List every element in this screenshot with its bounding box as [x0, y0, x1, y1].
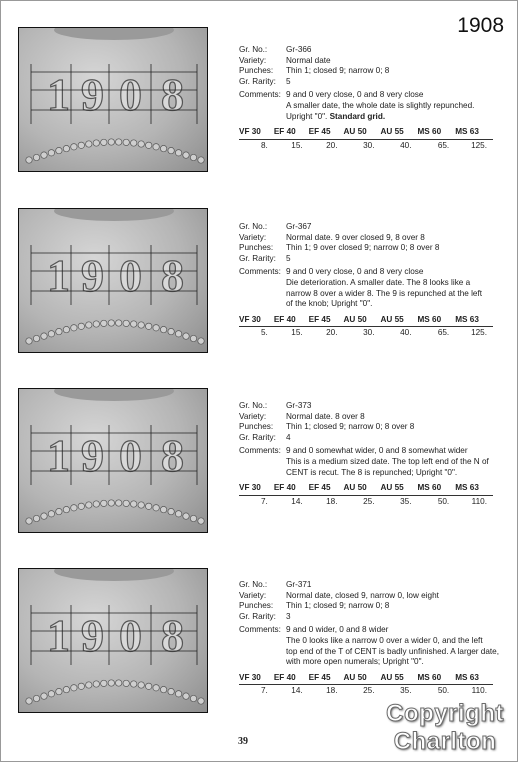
border-bead: [190, 695, 196, 701]
rarity-label: Gr. Rarity:: [239, 432, 276, 442]
border-bead: [71, 685, 77, 691]
punches-value: Thin 1; closed 9; narrow 0; 8: [286, 601, 390, 611]
border-bead: [168, 508, 174, 514]
lettering-shadow: [54, 389, 174, 401]
border-bead: [78, 323, 84, 329]
grade-header: MS 63: [455, 315, 493, 327]
border-bead: [131, 501, 137, 507]
grade-header: AU 50: [343, 315, 380, 327]
variety-info: [239, 580, 501, 697]
border-bead: [183, 693, 189, 699]
variety-value: Normal date. 9 over closed 9, 8 over 8: [286, 232, 425, 242]
comment-line: This is a medium sized date. The top left end of the N of: [286, 456, 489, 466]
date-digit: 0: [119, 610, 142, 661]
grade-header: MS 60: [417, 483, 455, 495]
border-bead: [56, 147, 62, 153]
price-table: [239, 483, 493, 507]
border-bead: [153, 505, 159, 511]
date-digit: 1: [47, 430, 70, 481]
border-bead: [33, 335, 39, 341]
comments-text: [286, 267, 501, 309]
rarity-value: 5: [286, 76, 291, 86]
comment-line: Die deterioration. A smaller date. The 8 looks like a: [286, 277, 471, 287]
price-cell: 15.: [291, 140, 303, 150]
border-bead: [63, 686, 69, 692]
comment-line: A smaller date, the whole date is slightly repunched.: [286, 100, 475, 110]
comments-text: [286, 90, 501, 122]
price-cell: 8.: [260, 140, 268, 150]
date-digit: 9: [81, 250, 104, 301]
comment-line: 9 and 0 very close, 0 and 8 very close: [286, 267, 424, 277]
price-cell: 125.: [471, 140, 487, 150]
price-cell: 25.: [363, 686, 375, 696]
grade-header: MS 63: [455, 673, 493, 685]
rarity-label: Gr. Rarity:: [239, 76, 276, 86]
grade-header: EF 40: [274, 483, 309, 495]
variety-label: Variety:: [239, 590, 267, 600]
border-bead: [41, 152, 47, 158]
border-bead: [153, 325, 159, 331]
gr-no-value: Gr-373: [286, 401, 312, 410]
border-bead: [123, 320, 129, 326]
comment-line: narrow 8 over a wider 8. The 9 is repunched at the left: [286, 288, 483, 298]
grade-header: AU 50: [343, 127, 380, 139]
border-bead: [138, 682, 144, 688]
variety-value: Normal date: [286, 55, 331, 65]
coin-date-svg: [19, 569, 208, 713]
border-bead: [26, 157, 32, 163]
border-bead: [41, 333, 47, 339]
border-bead: [101, 320, 107, 326]
comments-text: [286, 625, 501, 667]
grade-header: EF 40: [274, 127, 309, 139]
comment-line: top end of the T of CENT is badly unfinished. A larger date,: [286, 646, 500, 656]
comment-line: of the knob; Upright "0".: [286, 299, 373, 309]
grade-header: EF 45: [309, 483, 344, 495]
border-bead: [86, 322, 92, 328]
grade-header: EF 45: [309, 315, 344, 327]
border-bead: [168, 688, 174, 694]
price-row: [239, 685, 493, 697]
border-bead: [33, 515, 39, 521]
border-bead: [146, 503, 152, 509]
price-cell: 110.: [471, 686, 487, 696]
variety-info: [239, 401, 501, 507]
comment-line: 9 and 0 somewhat wider, 0 and 8 somewhat wider: [286, 446, 468, 456]
border-bead: [190, 335, 196, 341]
border-bead: [168, 147, 174, 153]
gr-no-label: Gr. No.:: [239, 45, 268, 54]
variety-value: Normal date. 8 over 8: [286, 411, 365, 421]
border-bead: [78, 503, 84, 509]
lettering-shadow: [54, 209, 174, 221]
gr-no-value: Gr-366: [286, 45, 312, 54]
border-bead: [33, 695, 39, 701]
coin-date-svg: [19, 209, 208, 353]
border-bead: [48, 511, 54, 517]
border-bead: [48, 691, 54, 697]
rarity-label: Gr. Rarity:: [239, 611, 276, 621]
date-digit: 8: [161, 610, 184, 661]
price-table: [239, 673, 493, 697]
border-bead: [101, 139, 107, 145]
grade-header: AU 50: [343, 673, 380, 685]
comment-line: The 0 looks like a narrow 0 over a wider 0, and the left: [286, 635, 483, 645]
border-bead: [56, 688, 62, 694]
date-digit: 8: [161, 250, 184, 301]
border-bead: [175, 511, 181, 517]
border-bead: [198, 518, 204, 524]
price-cell: 35.: [400, 496, 412, 506]
border-bead: [138, 141, 144, 147]
date-digit: 9: [81, 69, 104, 120]
price-cell: 20.: [326, 328, 338, 338]
coin-date-photo: [18, 388, 208, 533]
price-cell: 40.: [400, 328, 412, 338]
rarity-value: 4: [286, 432, 291, 442]
grade-header: MS 60: [417, 673, 455, 685]
border-bead: [190, 154, 196, 160]
price-row: [239, 139, 493, 151]
price-cell: 14.: [291, 496, 303, 506]
price-cell: 125.: [471, 328, 487, 338]
grade-header: VF 30: [239, 673, 274, 685]
border-bead: [160, 506, 166, 512]
punches-label: Punches:: [239, 422, 274, 432]
border-bead: [175, 691, 181, 697]
comment-line: [286, 112, 501, 123]
coin-date-photo: [18, 568, 208, 713]
date-digit: 0: [119, 430, 142, 481]
price-cell: 18.: [326, 686, 338, 696]
price-cell: 30.: [363, 328, 375, 338]
price-cell: 18.: [326, 496, 338, 506]
price-cell: 7.: [260, 496, 268, 506]
page-number: 39: [238, 736, 248, 747]
border-bead: [41, 693, 47, 699]
border-bead: [138, 322, 144, 328]
border-bead: [153, 144, 159, 150]
punches-label: Punches:: [239, 66, 274, 76]
border-bead: [63, 506, 69, 512]
price-cell: 7.: [260, 686, 268, 696]
border-bead: [56, 508, 62, 514]
border-bead: [138, 502, 144, 508]
watermark-line: Charlton: [393, 728, 497, 755]
border-bead: [26, 338, 32, 344]
grade-header: MS 63: [455, 127, 493, 139]
punches-label: Punches:: [239, 601, 274, 611]
price-cell: 40.: [400, 140, 412, 150]
border-bead: [183, 513, 189, 519]
comments-label: Comments:: [239, 625, 281, 635]
grade-header: EF 45: [309, 673, 344, 685]
comment-bold-text: Standard grid.: [329, 111, 386, 121]
date-digit: 8: [161, 430, 184, 481]
date-digit: 0: [119, 250, 142, 301]
grade-header: EF 40: [274, 315, 309, 327]
punches-value: Thin 1; closed 9; narrow 0; 8: [286, 66, 390, 76]
grade-header: AU 55: [380, 673, 417, 685]
border-bead: [183, 152, 189, 158]
border-bead: [131, 681, 137, 687]
border-bead: [160, 686, 166, 692]
date-digit: 9: [81, 430, 104, 481]
border-bead: [116, 500, 122, 506]
border-bead: [33, 154, 39, 160]
variety-label: Variety:: [239, 232, 267, 242]
border-bead: [116, 320, 122, 326]
date-digit: 1: [47, 250, 70, 301]
border-bead: [101, 680, 107, 686]
price-cell: 110.: [471, 496, 487, 506]
border-bead: [26, 518, 32, 524]
variety-label: Variety:: [239, 411, 267, 421]
price-row: [239, 327, 493, 339]
copyright-watermark: [386, 700, 504, 756]
border-bead: [123, 500, 129, 506]
border-bead: [86, 141, 92, 147]
border-bead: [86, 682, 92, 688]
coin-date-svg: [19, 389, 208, 533]
price-table: [239, 127, 493, 151]
comment-line-text: Upright "0".: [286, 111, 330, 121]
border-bead: [198, 338, 204, 344]
price-cell: 25.: [363, 496, 375, 506]
date-digit: 9: [81, 610, 104, 661]
border-bead: [93, 501, 99, 507]
gr-no-label: Gr. No.:: [239, 401, 268, 410]
variety-info: [239, 222, 501, 339]
coin-date-photo: [18, 208, 208, 353]
grade-header: EF 45: [309, 127, 344, 139]
punches-label: Punches:: [239, 243, 274, 253]
price-cell: 50.: [437, 496, 450, 506]
border-bead: [175, 150, 181, 156]
variety-info: [239, 45, 501, 151]
comment-line: 9 and 0 wider, 0 and 8 wider: [286, 625, 389, 635]
lettering-shadow: [54, 569, 174, 581]
price-cell: 65.: [437, 140, 450, 150]
rarity-value: 5: [286, 253, 291, 263]
border-bead: [26, 698, 32, 704]
rarity-value: 3: [286, 611, 291, 621]
price-cell: 15.: [291, 328, 303, 338]
border-bead: [190, 515, 196, 521]
punches-value: Thin 1; closed 9; narrow 0; 8 over 8: [286, 422, 415, 432]
price-cell: 50.: [437, 686, 450, 696]
gr-no-label: Gr. No.:: [239, 580, 268, 589]
border-bead: [146, 323, 152, 329]
border-bead: [86, 502, 92, 508]
border-bead: [63, 326, 69, 332]
border-bead: [41, 513, 47, 519]
variety-value: Normal date, closed 9, narrow 0, low eight: [286, 590, 439, 600]
border-bead: [93, 140, 99, 146]
border-bead: [160, 145, 166, 151]
comments-label: Comments:: [239, 90, 281, 100]
grade-header: AU 55: [380, 483, 417, 495]
comment-line: with more open numerals; Upright "0".: [286, 657, 424, 667]
border-bead: [56, 328, 62, 334]
border-bead: [63, 145, 69, 151]
price-cell: 30.: [363, 140, 375, 150]
price-cell: 65.: [437, 328, 450, 338]
border-bead: [123, 680, 129, 686]
grade-header-row: [239, 127, 493, 139]
comments-text: [286, 446, 501, 478]
comments-label: Comments:: [239, 267, 281, 277]
punches-value: Thin 1; 9 over closed 9; narrow 0; 8 over 8: [286, 243, 440, 253]
grade-header: MS 63: [455, 483, 493, 495]
border-bead: [101, 500, 107, 506]
grade-header: MS 60: [417, 315, 455, 327]
border-bead: [93, 321, 99, 327]
border-bead: [123, 139, 129, 145]
border-bead: [71, 505, 77, 511]
border-bead: [78, 142, 84, 148]
grade-header: MS 60: [417, 127, 455, 139]
date-digit: 0: [119, 69, 142, 120]
grade-header-row: [239, 315, 493, 327]
border-bead: [71, 144, 77, 150]
grade-header: AU 50: [343, 483, 380, 495]
page-year-header: 1908: [457, 14, 504, 37]
border-bead: [146, 683, 152, 689]
border-bead: [116, 139, 122, 145]
price-cell: 35.: [400, 686, 412, 696]
price-table: [239, 315, 493, 339]
grade-header-row: [239, 483, 493, 495]
border-bead: [198, 698, 204, 704]
comments-label: Comments:: [239, 446, 281, 456]
coin-date-svg: [19, 28, 208, 172]
border-bead: [168, 328, 174, 334]
grade-header: VF 30: [239, 127, 274, 139]
border-bead: [153, 685, 159, 691]
gr-no-value: Gr-367: [286, 222, 312, 231]
border-bead: [93, 681, 99, 687]
date-digit: 1: [47, 610, 70, 661]
grade-header: EF 40: [274, 673, 309, 685]
border-bead: [78, 683, 84, 689]
price-cell: 14.: [291, 686, 303, 696]
border-bead: [131, 140, 137, 146]
border-bead: [146, 142, 152, 148]
price-cell: 20.: [326, 140, 338, 150]
price-row: [239, 495, 493, 507]
comment-line: CENT is recut. The 8 is repunched; Upright "0".: [286, 467, 458, 477]
border-bead: [108, 139, 114, 145]
rarity-label: Gr. Rarity:: [239, 253, 276, 263]
gr-no-label: Gr. No.:: [239, 222, 268, 231]
grade-header: AU 55: [380, 315, 417, 327]
border-bead: [198, 157, 204, 163]
variety-label: Variety:: [239, 55, 267, 65]
border-bead: [108, 680, 114, 686]
date-digit: 8: [161, 69, 184, 120]
border-bead: [108, 320, 114, 326]
grade-header: VF 30: [239, 315, 274, 327]
date-digit: 1: [47, 69, 70, 120]
comment-line: 9 and 0 very close, 0 and 8 very close: [286, 90, 424, 100]
lettering-shadow: [54, 28, 174, 40]
border-bead: [71, 325, 77, 331]
border-bead: [48, 331, 54, 337]
border-bead: [108, 500, 114, 506]
border-bead: [160, 326, 166, 332]
border-bead: [116, 680, 122, 686]
border-bead: [131, 321, 137, 327]
watermark-line: Copyright: [386, 700, 504, 727]
border-bead: [183, 333, 189, 339]
grade-header-row: [239, 673, 493, 685]
grade-header: VF 30: [239, 483, 274, 495]
gr-no-value: Gr-371: [286, 580, 312, 589]
price-cell: 5.: [260, 328, 268, 338]
grade-header: AU 55: [380, 127, 417, 139]
coin-date-photo: [18, 27, 208, 172]
border-bead: [48, 150, 54, 156]
border-bead: [175, 331, 181, 337]
